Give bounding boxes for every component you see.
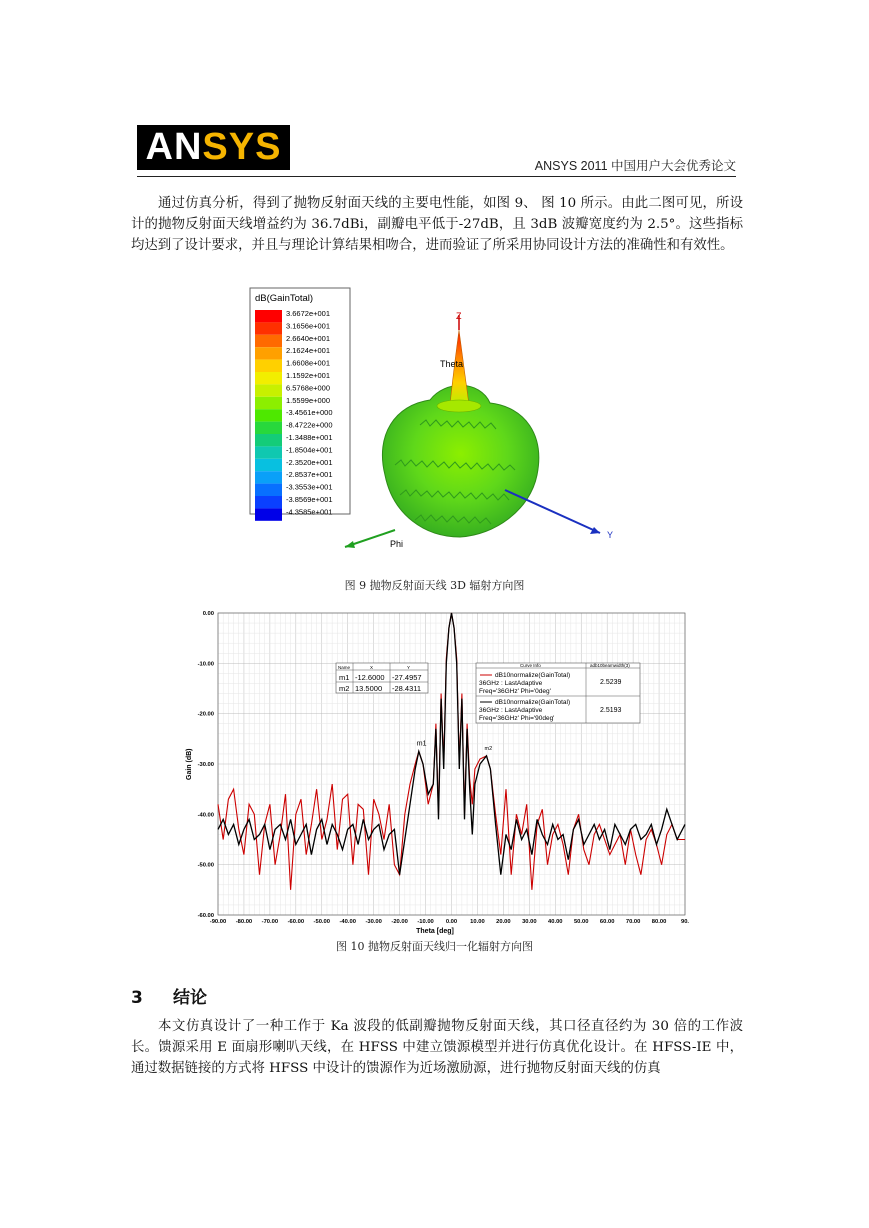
curve-table-header-info: Curve Info (520, 663, 541, 668)
intro-paragraph-block (131, 193, 743, 256)
curve-2-line1: dB10normalize(GainTotal) (495, 699, 571, 706)
legend-swatch (255, 372, 282, 384)
legend-value: -3.8569e+001 (286, 495, 333, 504)
x-tick-label: 50.00 (573, 919, 589, 925)
y-tick-label: -50.00 (197, 862, 214, 869)
legend-swatch (255, 496, 282, 508)
legend-swatch (255, 446, 282, 458)
axis-z-label: Z (456, 311, 462, 321)
marker-row-1-name: m1 (339, 673, 350, 682)
marker-label: m2 (484, 746, 493, 753)
y-tick-label: -30.00 (197, 762, 214, 768)
legend-value: -4.3585e+001 (286, 507, 333, 517)
marker-row-1-x: -12.6000 (355, 673, 385, 682)
legend-swatch (255, 310, 282, 322)
legend-value: -1.3488e+001 (286, 433, 333, 442)
y-tick-label: -20.00 (197, 711, 214, 718)
curve-2-value: 2.5193 (600, 707, 622, 714)
curve-1-value: 2.5239 (600, 679, 622, 686)
legend-title: dB(GainTotal) (255, 293, 314, 304)
chart-background (180, 605, 690, 937)
x-tick-label: 30.00 (522, 919, 537, 925)
axis-theta-label: Theta (440, 359, 464, 369)
x-tick-label: -50.00 (313, 919, 330, 925)
legend-swatch (255, 397, 282, 409)
marker-table-header-name: Name (338, 665, 351, 670)
legend-swatch (255, 484, 282, 496)
x-tick-label: 0.00 (445, 919, 458, 925)
legend-value: 2.6640e+001 (286, 333, 331, 343)
figure-9-3d-pattern (245, 285, 635, 565)
marker-table-header-y: Y (407, 665, 411, 670)
legend-swatch (255, 508, 282, 520)
section-heading (131, 983, 207, 1008)
legend-value: 3.1656e+001 (286, 321, 331, 331)
legend-swatch (255, 409, 282, 421)
curve-1-line2: 36GHz : LastAdaptive (479, 680, 543, 687)
x-tick-label: 60.00 (599, 919, 615, 925)
x-tick-label: -80.00 (235, 919, 253, 925)
legend-value: 6.5768e+000 (286, 383, 331, 393)
header-divider (137, 176, 736, 177)
x-tick-label: -30.00 (365, 919, 382, 925)
legend-swatch (255, 434, 282, 446)
marker-label: m1 (416, 740, 427, 748)
conclusion-paragraph-block (131, 1016, 743, 1079)
axis-phi-label: Phi (390, 539, 404, 549)
legend-swatch (255, 422, 282, 434)
x-tick-label: -20.00 (391, 919, 408, 925)
legend-value: 1.6608e+001 (286, 358, 331, 368)
marker-row-2-name: m2 (339, 684, 350, 693)
legend-value: 1.1592e+001 (286, 371, 331, 380)
figure-10-caption: 图 10 抛物反射面天线归一化辐射方向图 (336, 940, 533, 953)
x-axis-label: Theta [deg] (416, 928, 454, 935)
figure-9-caption: 图 9 抛物反射面天线 3D 辐射方向图 (344, 579, 525, 592)
intro-paragraph: 通过仿真分析，得到了抛物反射面天线的主要电性能，如图 9、 图 10 所示。由此二图可见，所设计的抛物反射面天线增益约为 36.7dBi，副瓣电平低于-27dB，且 3dB 波瓣宽度约为 2.5°。这些指标均达到了设计要求，并且与理论计算结果相吻合，进而验证了所采用协同设计方法的准确性和有效性。 (131, 196, 743, 253)
marker-table (336, 663, 428, 693)
legend-value: -2.3520e+001 (286, 457, 333, 467)
y-tick-label: -40.00 (197, 812, 214, 819)
y-tick-label: -10.00 (197, 661, 214, 668)
x-tick-label: -60.00 (287, 919, 305, 925)
legend-value: -3.3553e+001 (286, 482, 333, 492)
logo-an: AN (145, 126, 203, 168)
curve-1-line3: Freq='36GHz' Phi='0deg' (479, 688, 551, 695)
legend-swatch (255, 347, 282, 359)
x-tick-label: -40.00 (339, 919, 356, 925)
curve-info-table (476, 663, 640, 723)
x-tick-label: 40.00 (548, 919, 563, 925)
x-tick-label: 70.00 (625, 919, 641, 925)
curve-2-line3: Freq='36GHz' Phi='90deg' (479, 715, 555, 722)
conclusion-paragraph: 本文仿真设计了一种工作于 Ka 波段的低副瓣抛物反射面天线，其口径直径约为 30 倍的工作波长。馈源采用 E 面扇形喇叭天线，在 HFSS 中建立馈源模型并进行仿真优化设计。在 HFSS-IE 中，通过数据链接的方式将 HFSS 中设计的馈源作为近场激励源，进行抛物反射面天线的仿真 (131, 1019, 743, 1076)
section-title: 结论 (173, 988, 207, 1008)
legend-value: -2.8537e+001 (286, 470, 333, 480)
curve-2-line2: 36GHz : LastAdaptive (479, 707, 543, 714)
y-tick-label: -60.00 (197, 913, 214, 919)
x-tick-label: 20.00 (496, 919, 511, 925)
x-tick-label: 90. (680, 919, 690, 925)
x-tick-label: -10.00 (417, 919, 434, 925)
legend-swatch (255, 335, 282, 347)
legend-value: -8.4722e+000 (286, 420, 333, 430)
x-tick-label: -70.00 (261, 919, 279, 925)
legend-value: 3.6672e+001 (286, 309, 331, 318)
legend-swatch (255, 384, 282, 396)
legend-value: 2.1624e+001 (286, 346, 331, 356)
logo-sys: SYS (202, 126, 282, 168)
marker-table-header-x: X (370, 665, 374, 670)
figure-10-chart (180, 605, 690, 937)
legend-value: -3.4561e+000 (286, 408, 333, 418)
y-tick-label: 0.00 (202, 611, 214, 617)
axis-y-label: Y (607, 530, 614, 540)
x-tick-label: -90.00 (209, 919, 227, 925)
legend-value: 1.5599e+000 (286, 395, 331, 405)
x-tick-label: 80.00 (651, 919, 667, 925)
legend-swatch (255, 322, 282, 334)
running-title: ANSYS 2011 中国用户大会优秀论文 (534, 159, 736, 173)
marker-row-1-y: -27.4957 (392, 673, 422, 682)
marker-row-2-y: -28.4311 (392, 684, 422, 693)
section-number: 3 (131, 988, 143, 1008)
legend-swatch (255, 459, 282, 471)
y-axis-label: Gain (dB) (186, 748, 193, 780)
legend-value: -1.8504e+001 (286, 445, 333, 455)
ansys-logo (137, 125, 290, 170)
legend-swatch (255, 471, 282, 483)
marker-row-2-x: 13.5000 (355, 684, 383, 693)
legend-swatch (255, 360, 282, 372)
curve-table-header-value: adb10beamwidth(3) (590, 663, 630, 668)
x-tick-label: 10.00 (470, 919, 485, 925)
curve-1-line1: dB10normalize(GainTotal) (495, 672, 571, 679)
